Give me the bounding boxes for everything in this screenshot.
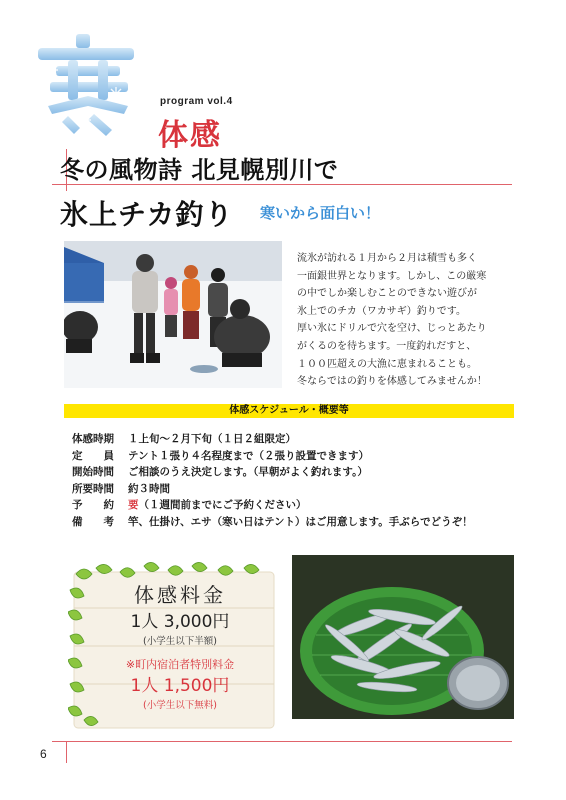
price-adult-note: (小学生以下半額) [143,636,217,647]
intro-line: 流氷が訪れる１月から２月は積雪も多く [297,253,477,264]
schedule-label: 体感時期 [72,433,114,445]
ice-fishing-photo [64,241,282,388]
schedule-row [72,497,522,514]
schedule-list [72,431,522,531]
intro-line: 冬ならではの釣りを体感してみませんか！ [297,376,487,388]
price-title: 体感料金 [134,583,226,607]
intro-line: がくるのを待ちます。一度釣れだすと、 [297,340,477,352]
rule-vertical-bottom [66,741,67,763]
schedule-label: 備 考 [72,515,114,528]
headline-line2: 氷上チカ釣り [60,198,234,231]
program-label: program vol.4 [160,96,233,107]
intro-line: １００匹超えの大漁に恵まれることも。 [297,358,477,370]
schedule-label: 開始時間 [72,466,114,479]
headline-line1: 冬の風物詩 北見幌別川で [60,156,339,184]
price-special-note: (小学生以下無料) [143,700,217,711]
price-special-label: ※町内宿泊者特別料金 [125,658,235,671]
reservation-required-mark: 要 [128,499,139,512]
section-title: 体感 [158,118,222,153]
schedule-row [72,464,522,481]
rule-horizontal-top [52,184,512,185]
intro-line: 一面銀世界となります。しかし、この厳寒 [297,270,487,282]
schedule-row [72,481,522,498]
schedule-value: ご相談のうえ決定します。（早朝がよく釣れます。） [128,466,368,479]
schedule-label: 予 約 [72,499,114,512]
schedule-value: （１週間前までにご予約ください） [138,499,307,512]
intro-line: の中でしか楽しむことのできない遊びが [297,288,477,300]
schedule-row [72,448,522,465]
rule-horizontal-bottom [52,741,512,742]
price-special: 1人 1,500円 [130,676,230,696]
intro-paragraph [297,250,522,391]
intro-line: 厚い氷にドリルで穴を空け、じっとあたり [297,323,487,335]
page-number: 6 [40,747,47,761]
schedule-value: テント１張り４名程度まで（２張り設置できます） [128,449,369,462]
smelt-catch-photo [292,555,514,719]
winter-kanji-logo [28,30,148,140]
schedule-value: 約３時間 [128,482,170,495]
schedule-row [72,514,522,531]
schedule-heading: 体感スケジュール・概要等 [64,404,514,418]
schedule-value: １上旬～２月下旬（１日２組限定） [128,433,296,445]
schedule-value: 竿、仕掛け、エサ（寒い日はテント）はご用意します。手ぶらでどうぞ！ [128,515,473,528]
schedule-label: 所要時間 [72,482,114,495]
intro-line: 氷上でのチカ（ワカサギ）釣りです。 [297,305,466,317]
headline-subtitle: 寒いから面白い！ [260,204,381,222]
schedule-label: 定 員 [72,449,114,462]
price-adult: 1人 3,000円 [130,612,230,632]
price-info [80,582,280,713]
schedule-row [72,431,522,448]
